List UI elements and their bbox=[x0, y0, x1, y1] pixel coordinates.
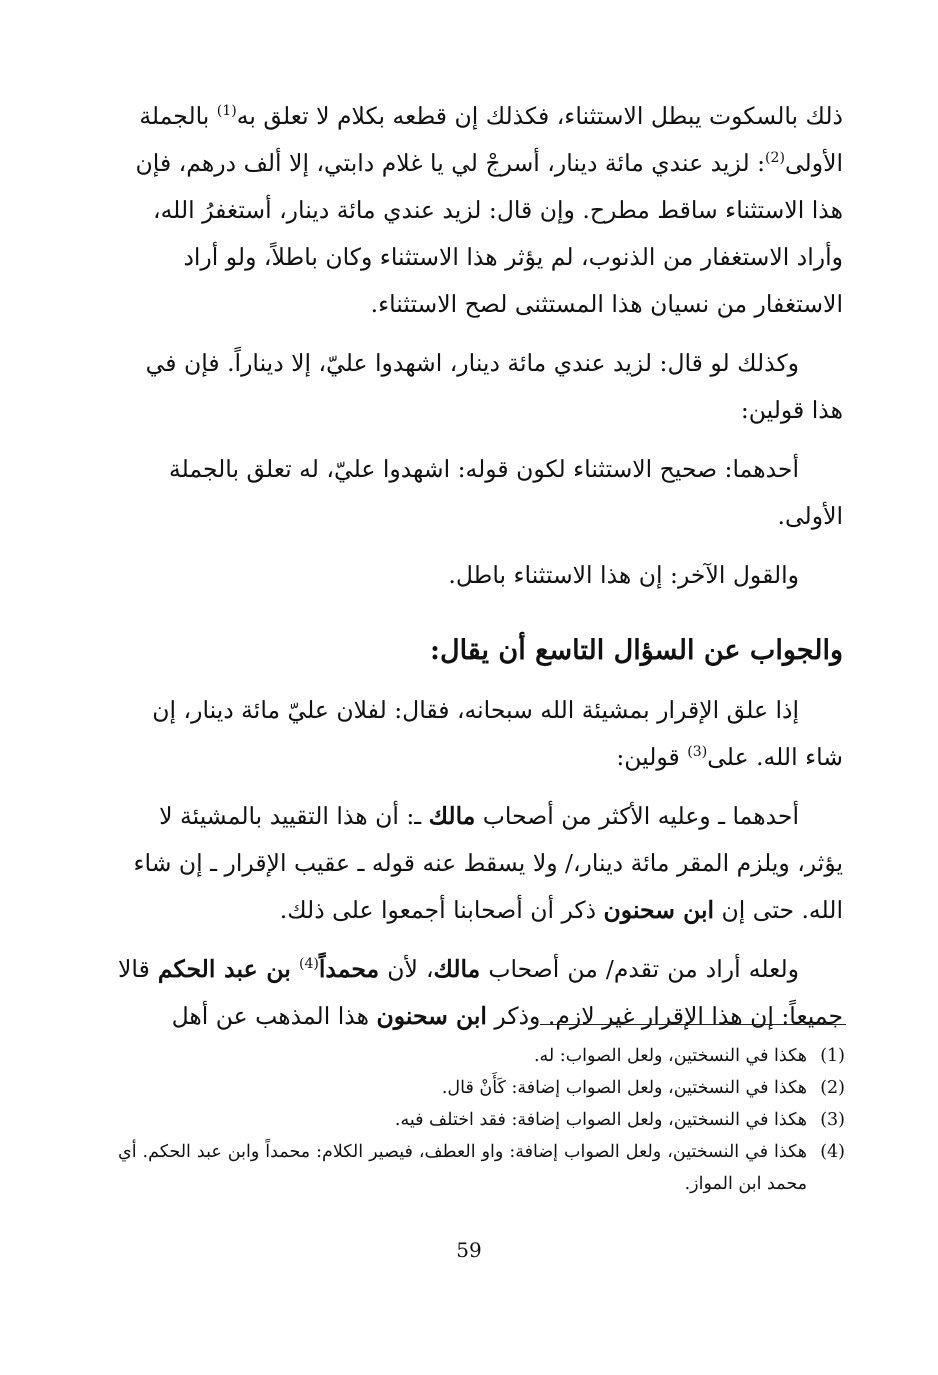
paragraph-4: والقول الآخر: إن هذا الاستثناء باطل. bbox=[448, 561, 799, 589]
footnote-item bbox=[118, 1104, 845, 1136]
name-ibn-abd-alhakam: بن عبد الحكم bbox=[157, 955, 291, 983]
paragraph-7: ولعله أراد من تقدم/ من أصحاب مالك، لأن محمداً$^{(4)}$ بن عبد الحكم قالا جميعاً: إن هذا الإقرار غير لازم. وذكر ابن سحنون هذا المذهب عن أهل bbox=[118, 955, 843, 1030]
footnote-number: (4) bbox=[820, 1142, 845, 1162]
footnote-text: هكذا في النسختين، ولعل الصواب إضافة: كَأَنْ قال. bbox=[441, 1078, 807, 1098]
footnote-ref-1[interactable]: (1) bbox=[216, 103, 237, 120]
footnote-ref-2[interactable]: (2) bbox=[765, 150, 785, 167]
name-malik: مالك bbox=[433, 955, 481, 983]
paragraph-6: أحدهما ـ وعليه الأكثر من أصحاب مالك ـ: أن هذا التقييد بالمشيئة لا يؤثر، ويلزم المقر مائة دينار،/ ولا يسقط عنه قوله ـ عقيب الإقرار ـ إن شاء الله. حتى إن ابن سحنون ذكر أن أصحابنا أجمعوا على ذلك. bbox=[133, 802, 843, 924]
footnotes bbox=[118, 1040, 845, 1200]
paragraph-1: ذلك بالسكوت يبطل الاستثناء، فكذلك إن قطعه بكلام لا تعلق به$^{(1)}$ بالجملة الأولى$^{(2)}$: لزيد عندي مائة دينار، أسرجْ لي يا غلام دابتي، إلا ألف درهم، فإن هذا الاستثناء ساقط مطرح. وإن قال: لزيد عندي مائة دينار، أستغفرُ الله، وأراد الاستغفار من الذنوب، لم يؤثر هذا الاستثناء وكان باطلاً، ولو أراد الاستغفار من نسيان هذا المستثنى لصح الاستثناء. bbox=[135, 102, 843, 318]
name-ibn-sahnun: ابن سحنون bbox=[603, 896, 715, 924]
name-ibn-sahnun: ابن سحنون bbox=[376, 1002, 487, 1030]
footnote-text: هكذا في النسختين، ولعل الصواب إضافة: واو العطف، فيصير الكلام: محمداً وابن عبد الحكم. أي محمد ابن المواز. bbox=[118, 1142, 807, 1194]
footnote-divider bbox=[540, 1024, 846, 1025]
footnote-ref-3[interactable]: (3) bbox=[687, 744, 708, 761]
name-muhammad: محمداً bbox=[318, 955, 380, 983]
footnote-number: (3) bbox=[820, 1110, 845, 1130]
name-malik: مالك bbox=[428, 802, 476, 830]
paragraph-3: أحدهما: صحيح الاستثناء لكون قوله: اشهدوا عليّ، له تعلق بالجملة الأولى. bbox=[168, 455, 843, 530]
footnote-item bbox=[118, 1040, 845, 1072]
paragraph-5: إذا علق الإقرار بمشيئة الله سبحانه، فقال: لفلان عليّ مائة دينار، إن شاء الله. على$^{(3)}$ قولين: bbox=[152, 696, 843, 771]
footnote-number: (1) bbox=[820, 1046, 845, 1066]
footnote-text: هكذا في النسختين، ولعل الصواب إضافة: فقد اختلف فيه. bbox=[394, 1110, 807, 1130]
footnote-text: هكذا في النسختين، ولعل الصواب: له. bbox=[533, 1046, 807, 1066]
page-number: 59 bbox=[456, 1238, 482, 1262]
main-text bbox=[118, 93, 843, 1052]
footnote-item bbox=[118, 1136, 845, 1200]
section-heading: والجواب عن السؤال التاسع أن يقال: bbox=[429, 635, 843, 666]
footnote-number: (2) bbox=[820, 1078, 845, 1098]
footnote-item bbox=[118, 1072, 845, 1104]
footnote-ref-4[interactable]: (4) bbox=[298, 956, 319, 973]
paragraph-2: وكذلك لو قال: لزيد عندي مائة دينار، اشهدوا عليّ، إلا ديناراً. فإن في هذا قولين: bbox=[145, 349, 843, 424]
